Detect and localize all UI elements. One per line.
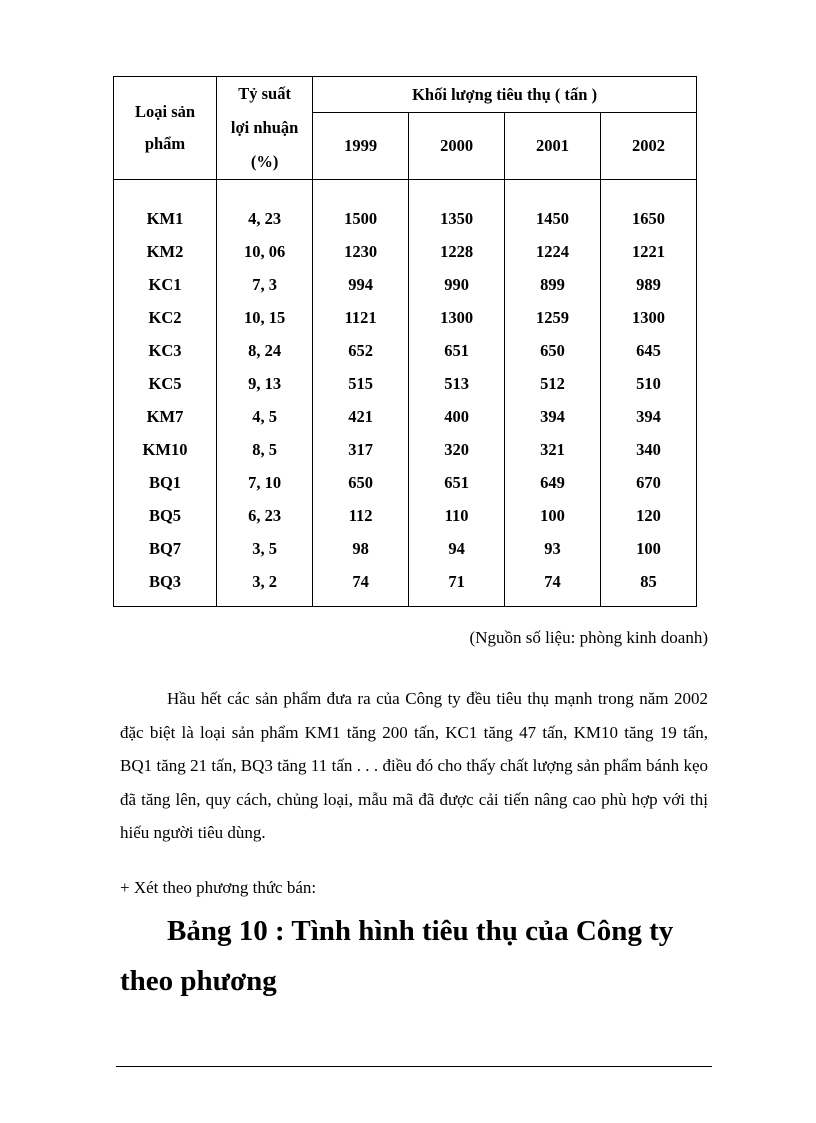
cell-v2000: 651 [409,334,505,367]
cell-v2001: 899 [505,268,601,301]
header-rate [217,77,313,180]
cell-v2001: 650 [505,334,601,367]
cell-v2002: 1221 [601,235,697,268]
cell-v2002: 120 [601,499,697,532]
cell-name: KM1 [114,180,217,236]
cell-v1999: 112 [313,499,409,532]
table-row [114,235,697,268]
table-row [114,268,697,301]
table-row [114,180,697,236]
cell-v2001: 512 [505,367,601,400]
table-row [114,433,697,466]
cell-rate: 7, 3 [217,268,313,301]
consumption-table [113,76,697,607]
section-title: Bảng 10 : Tình hình tiêu thụ của Công ty theo phương [120,915,674,997]
cell-rate: 9, 13 [217,367,313,400]
cell-v2000: 320 [409,433,505,466]
cell-v2002: 510 [601,367,697,400]
cell-rate: 4, 5 [217,400,313,433]
cell-v1999: 74 [313,565,409,607]
cell-rate: 6, 23 [217,499,313,532]
cell-v2002: 645 [601,334,697,367]
table-row [114,334,697,367]
cell-v2001: 93 [505,532,601,565]
cell-v1999: 994 [313,268,409,301]
cell-v2000: 110 [409,499,505,532]
cell-name: KM7 [114,400,217,433]
cell-v2002: 100 [601,532,697,565]
cell-v2002: 989 [601,268,697,301]
cell-v2002: 1300 [601,301,697,334]
cell-name: KM10 [114,433,217,466]
header-rate-line-3: (%) [250,152,279,171]
table-row [114,499,697,532]
table-row [114,400,697,433]
cell-v2000: 651 [409,466,505,499]
cell-rate: 7, 10 [217,466,313,499]
cell-rate: 8, 24 [217,334,313,367]
cell-v2000: 1350 [409,180,505,236]
cell-name: KC5 [114,367,217,400]
cell-v2000: 400 [409,400,505,433]
cell-v1999: 317 [313,433,409,466]
cell-v1999: 1500 [313,180,409,236]
cell-v2001: 1450 [505,180,601,236]
header-volume-group: Khối lượng tiêu thụ ( tấn ) [313,77,697,113]
table-row [114,565,697,607]
cell-rate: 10, 15 [217,301,313,334]
cell-rate: 4, 23 [217,180,313,236]
cell-v2000: 94 [409,532,505,565]
cell-name: KM2 [114,235,217,268]
cell-v2000: 1300 [409,301,505,334]
table-row [114,367,697,400]
header-year-2001: 2001 [505,113,601,180]
table-body [114,180,697,607]
footer-divider [116,1066,712,1067]
body-paragraph: Hầu hết các sản phẩm đưa ra của Công ty đều tiêu thụ mạnh trong năm 2002 đặc biệt là loại sản phẩm KM1 tăng 200 tấn, KC1 tăng 47 tấn, KM10 tăng 19 tấn, BQ1 tăng 21 tấn, BQ3 tăng 11 tấn . . . điều đó cho thấy chất lượng sản phẩm bánh kẹo đã tăng lên, quy cách, chủng loại, mẫu mã đã được cải tiến nâng cao phù hợp với thị hiếu người tiêu dùng. [120,689,708,842]
cell-name: BQ5 [114,499,217,532]
header-year-2000: 2000 [409,113,505,180]
subheading: + Xét theo phương thức bán: [120,878,317,897]
table-row [114,466,697,499]
cell-name: KC2 [114,301,217,334]
header-product [114,77,217,180]
header-year-2002: 2002 [601,113,697,180]
header-rate-line-1: Tỷ suất [238,84,291,103]
cell-v2002: 670 [601,466,697,499]
header-year-1999: 1999 [313,113,409,180]
cell-v2002: 1650 [601,180,697,236]
cell-rate: 3, 5 [217,532,313,565]
cell-v2002: 394 [601,400,697,433]
cell-v1999: 421 [313,400,409,433]
cell-name: KC3 [114,334,217,367]
cell-v2002: 85 [601,565,697,607]
cell-v2001: 1259 [505,301,601,334]
cell-v2000: 513 [409,367,505,400]
cell-v2001: 649 [505,466,601,499]
cell-v1999: 515 [313,367,409,400]
cell-name: BQ1 [114,466,217,499]
cell-rate: 3, 2 [217,565,313,607]
cell-v1999: 652 [313,334,409,367]
cell-v1999: 98 [313,532,409,565]
header-rate-line-2: lợi nhuận [230,118,299,137]
cell-rate: 10, 06 [217,235,313,268]
source-note: (Nguồn số liệu: phòng kinh doanh) [469,628,708,647]
cell-v2000: 71 [409,565,505,607]
cell-v2001: 74 [505,565,601,607]
cell-name: BQ3 [114,565,217,607]
cell-v2001: 100 [505,499,601,532]
cell-v1999: 650 [313,466,409,499]
cell-v1999: 1230 [313,235,409,268]
cell-v2000: 1228 [409,235,505,268]
cell-name: KC1 [114,268,217,301]
cell-v2000: 990 [409,268,505,301]
header-product-label: Loại sản phẩm [134,102,196,153]
cell-v1999: 1121 [313,301,409,334]
cell-rate: 8, 5 [217,433,313,466]
cell-v2001: 394 [505,400,601,433]
cell-v2001: 1224 [505,235,601,268]
table-row [114,301,697,334]
cell-v2002: 340 [601,433,697,466]
cell-name: BQ7 [114,532,217,565]
cell-v2001: 321 [505,433,601,466]
table-row [114,532,697,565]
